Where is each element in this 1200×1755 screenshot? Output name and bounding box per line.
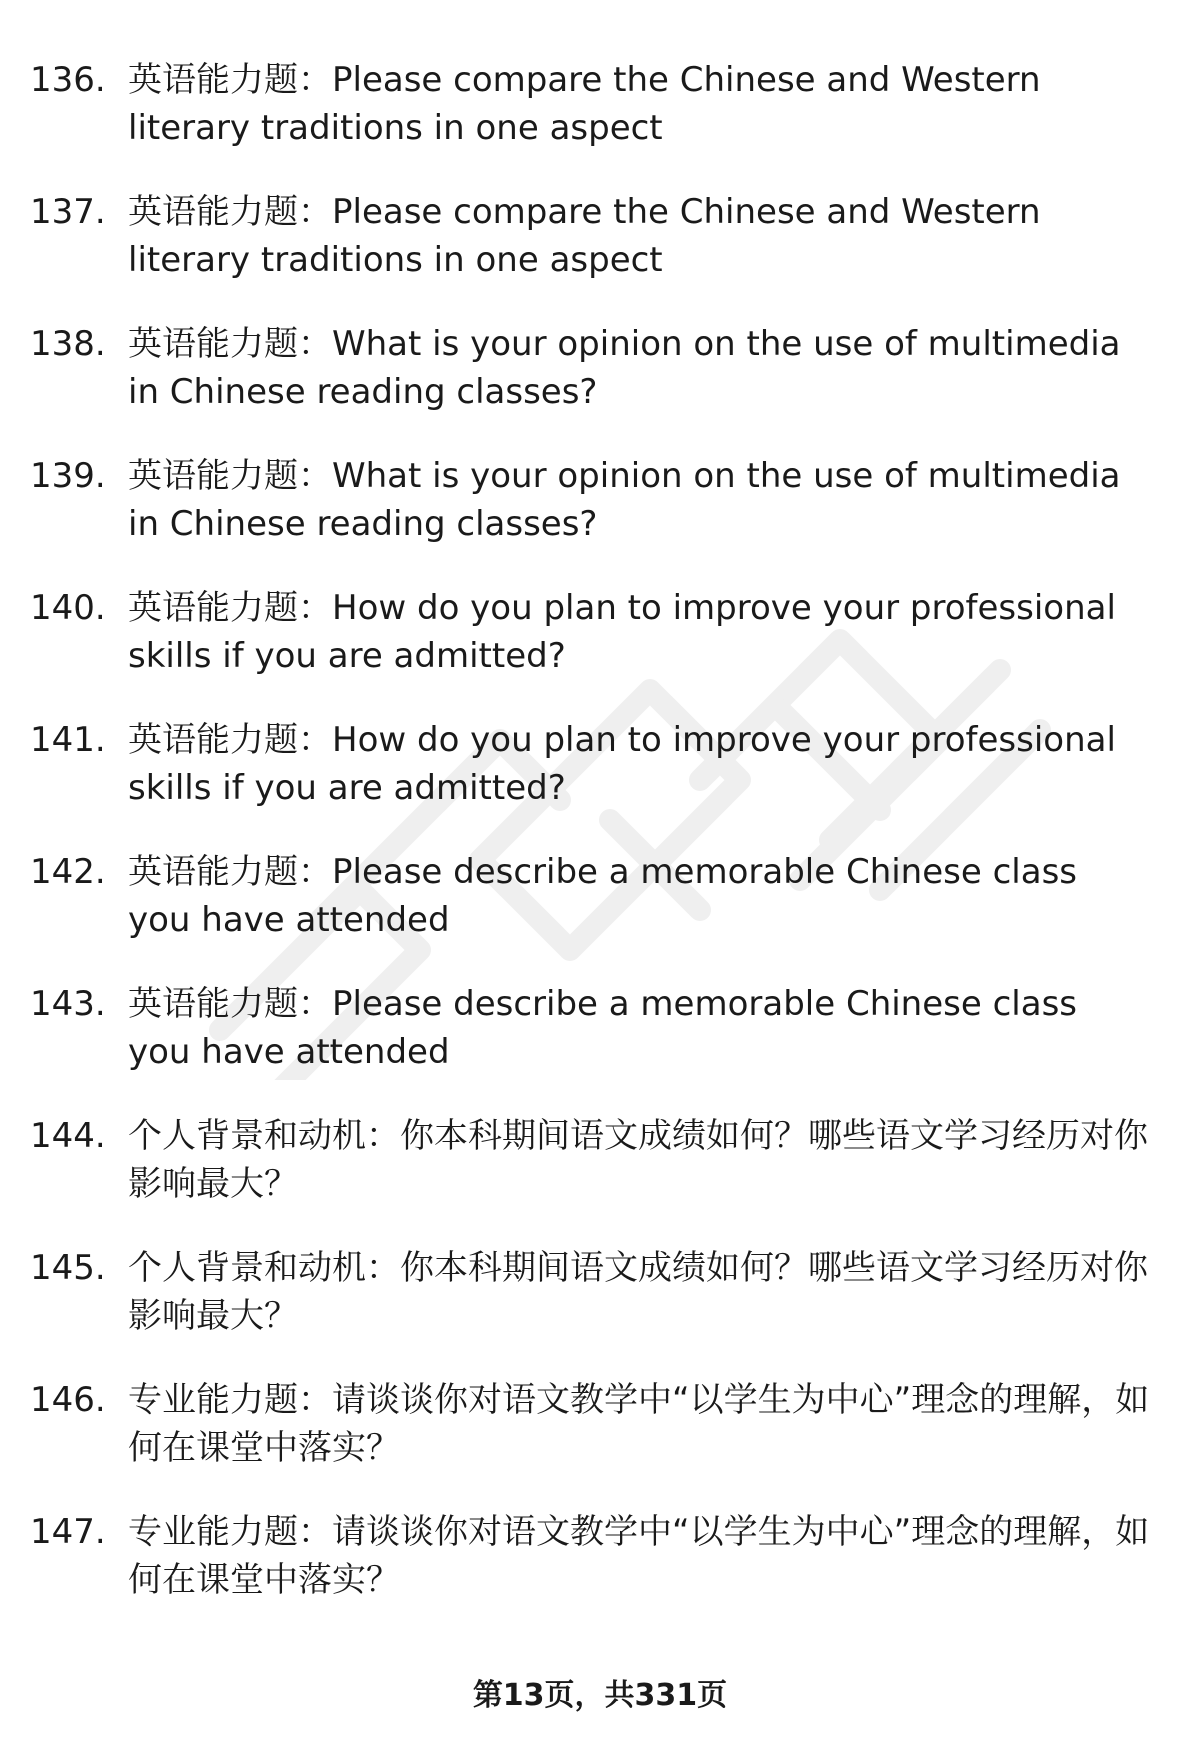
question-number: 147. [30,1512,106,1552]
question-number: 139. [30,456,106,496]
question-text: 英语能力题：Please compare the Chinese and Western literary traditions in one aspect [128,192,1041,280]
question-text: 英语能力题：How do you plan to improve your professional skills if you are admitted? [128,588,1116,676]
question-number: 140. [30,588,106,628]
question-item [30,56,1170,188]
question-number: 138. [30,324,106,364]
question-item [30,716,1170,848]
question-text: 英语能力题：Please describe a memorable Chinese class you have attended [128,852,1077,940]
question-list [30,56,1170,1640]
question-item [30,1112,1170,1244]
question-number: 142. [30,852,106,892]
question-number: 141. [30,720,106,760]
question-text: 个人背景和动机：你本科期间语文成绩如何？哪些语文学习经历对你影响最大？ [128,1116,1148,1204]
question-item [30,848,1170,980]
question-number: 145. [30,1248,106,1288]
page-footer: 第13页，共331页 [472,1678,728,1713]
question-item [30,452,1170,584]
question-text: 英语能力题：What is your opinion on the use of multimedia in Chinese reading classes? [128,324,1121,412]
question-text: 英语能力题：Please compare the Chinese and Western literary traditions in one aspect [128,60,1041,148]
question-number: 143. [30,984,106,1024]
question-number: 137. [30,192,106,232]
question-text: 专业能力题：请谈谈你对语文教学中“以学生为中心”理念的理解，如何在课堂中落实？ [128,1380,1150,1468]
question-item [30,188,1170,320]
question-text: 英语能力题：How do you plan to improve your professional skills if you are admitted? [128,720,1116,808]
question-text: 专业能力题：请谈谈你对语文教学中“以学生为中心”理念的理解，如何在课堂中落实？ [128,1512,1150,1600]
question-item [30,1508,1170,1640]
question-item [30,584,1170,716]
question-item [30,1244,1170,1376]
question-item [30,320,1170,452]
question-number: 146. [30,1380,106,1420]
question-number: 144. [30,1116,106,1156]
question-number: 136. [30,60,106,100]
question-text: 英语能力题：Please describe a memorable Chinese class you have attended [128,984,1077,1072]
question-item [30,980,1170,1112]
question-text: 英语能力题：What is your opinion on the use of multimedia in Chinese reading classes? [128,456,1121,544]
question-item [30,1376,1170,1508]
question-text: 个人背景和动机：你本科期间语文成绩如何？哪些语文学习经历对你影响最大？ [128,1248,1148,1336]
